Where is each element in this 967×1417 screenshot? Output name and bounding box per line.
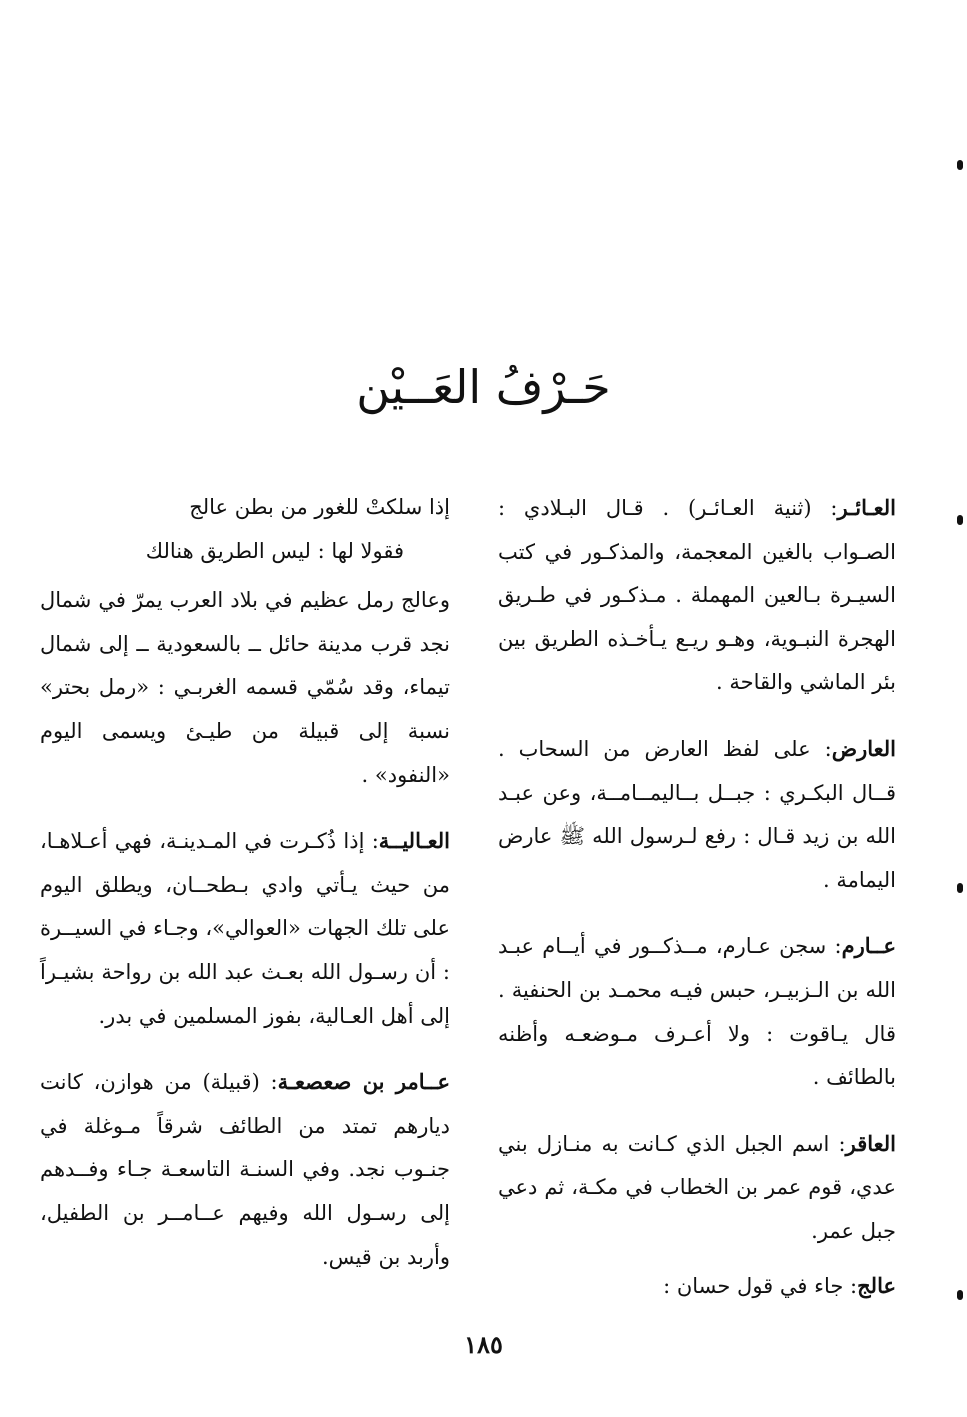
left-column [40,486,450,1301]
entry-headword: العـاليــة [378,828,450,854]
entry-body: : سجن عـارم، مــذكــور في أيــام عبـد الله بن الـزبيـر، حبس فيـه محمـد بن الحنفية . قال يـاقوت : ولا أعـرف مـوضعـه وأظنه بالطائف . [498,934,896,1090]
chapter-title: حَـرْفُ العَــيْن [356,360,611,414]
entry-aamir-bin-sasaa [40,1060,450,1279]
entry-body: : اسم الجبل الذي كـانت به منـازل بني عدي، قوم عمر بن الخطاب في مكـة، ثم دعي جبل عمر. [498,1131,896,1243]
right-column [498,486,896,1330]
entry-aarid [498,727,896,902]
entry-body: : جاء في قول حسان : [663,1273,858,1298]
margin-mark [957,883,963,893]
verse-line-2: فقولا لها : ليس الطريق هنالك [145,538,404,563]
entry-body: : على لفظ العارض من السحاب . قــال البكـري : جبــل بــاليمــامــة، وعن عبـد الله بن زيد قـال : رفع لـرسول الله ﷺ عارض اليمامة . [498,736,896,892]
entry-body: : (قبيلة) من هوازن، كانت ديارهم تمتد من الطائف شرقاً مـوغلة في جنـوب نجد. وفي السنـة التاسعـة جـاء وفــدهم إلى رسـول الله وفيهم عــامــر بن الطفيل، وأربد بن قيس. [40,1070,450,1269]
entry-aair [498,486,896,705]
entry-headword: عــارم [841,933,896,959]
verse-line-1: إذا سلكتْ للغور من بطن عالج [189,495,450,519]
entry-aaliya [40,819,450,1038]
margin-mark [957,515,963,525]
entry-headword: العـائـر [837,495,896,520]
margin-mark [957,160,963,170]
entry-aalij [498,1264,896,1309]
page-number: ١٨٥ [464,1330,503,1359]
entry-headword: العاقر [845,1130,896,1156]
entry-aarim [498,924,896,1099]
margin-mark [957,1290,963,1300]
entry-headword: عــامر بن صعصعـة [277,1069,450,1095]
paragraph-alij-description: وعالج رمل عظيم في بلاد العرب يمرّ في شمال نجد قرب مدينة حائل ــ بالسعودية ــ إلى شمال تيماء، وقد سُمّي قسمه الغربـي : «رمل بحتر» نسبة إلى قبيلة من طيـئ ويسمى اليوم «النفود» . [40,588,450,787]
entry-body: : إذا ذُكـرت في المـدينـة، فهي أعـلاهـا، من حيث يـأتي وادي بـطحــان، ويطلق اليوم على تلك الجهات «العوالي»، وجـاء في السيــرة : أن رسـول الله بعـث عبد الله بن رواحة بشيـراً إلى أهل العـالية، بفوز المسلمين في بدر. [40,829,450,1028]
entry-headword: عالج [857,1272,896,1298]
entry-body: : (ثنية العـائـر) . قـال البـلادي : الصـواب بالغين المعجمة، والمذكـور في كتب السيـرة بـالعين المهملة . مـذكـور في طـريق الهجرة النبـوية، وهـو ريـع يـأخـذه الطريق بين بئر الماشي والقاحة . [498,496,896,695]
entry-headword: العارض [831,735,896,761]
entry-aaqir [498,1122,896,1254]
